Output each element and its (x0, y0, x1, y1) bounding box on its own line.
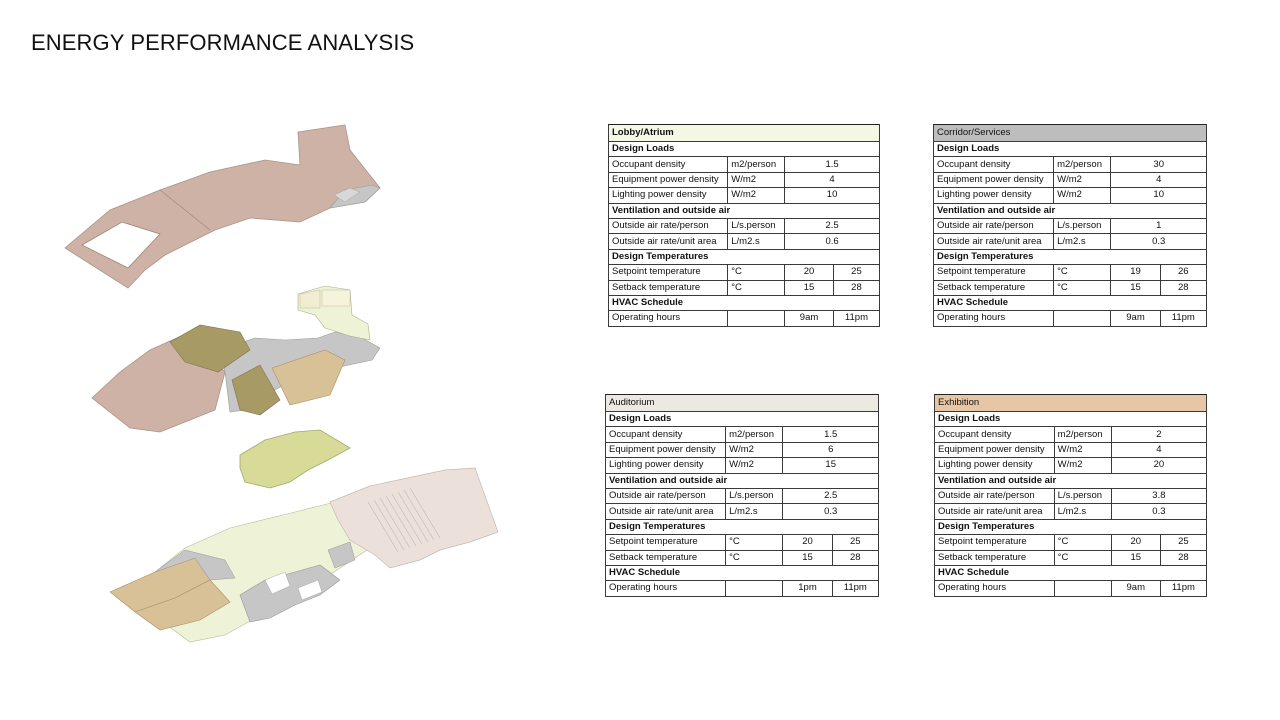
value-cell: 1pm (783, 581, 832, 596)
value-cell: 28 (1160, 280, 1206, 295)
value-cell: 20 (1111, 535, 1160, 550)
value-cell: 1 (1111, 218, 1207, 233)
value-cell: 4 (785, 172, 880, 187)
exhibition-table (934, 394, 1207, 597)
value-cell: 11pm (832, 581, 878, 596)
page-title: ENERGY PERFORMANCE ANALYSIS (31, 30, 415, 55)
unit-cell: °C (728, 280, 785, 295)
unit-cell: L/m2.s (1054, 234, 1111, 249)
value-cell: 2.5 (785, 218, 880, 233)
row-label: Equipment power density (935, 442, 1055, 457)
value-cell: 20 (783, 535, 832, 550)
value-cell: 10 (1111, 188, 1207, 203)
section-design-loads: Design Loads (606, 412, 879, 427)
section-hvac-schedule: HVAC Schedule (935, 565, 1207, 580)
row-label: Occupant density (935, 427, 1055, 442)
value-cell: 26 (1160, 265, 1206, 280)
row-label: Outside air rate/unit area (935, 504, 1055, 519)
section-hvac-schedule: HVAC Schedule (934, 295, 1207, 310)
unit-cell: m2/person (728, 157, 785, 172)
value-cell: 9am (1111, 311, 1160, 326)
zone-title: Exhibition (935, 395, 1207, 412)
section-ventilation: Ventilation and outside air (935, 473, 1207, 488)
unit-cell: m2/person (726, 427, 783, 442)
unit-cell: °C (728, 265, 785, 280)
value-cell: 19 (1111, 265, 1160, 280)
row-label: Outside air rate/unit area (609, 234, 728, 249)
section-ventilation: Ventilation and outside air (606, 473, 879, 488)
unit-cell: W/m2 (728, 172, 785, 187)
corridor-services-table (933, 124, 1207, 327)
value-cell: 28 (832, 550, 878, 565)
value-cell: 0.6 (785, 234, 880, 249)
value-cell: 9am (785, 311, 834, 326)
ground-floor-plan (110, 468, 498, 642)
value-cell: 28 (833, 280, 879, 295)
row-label: Outside air rate/unit area (934, 234, 1054, 249)
row-label: Setback temperature (935, 550, 1055, 565)
value-cell: 6 (783, 442, 879, 457)
row-label: Setpoint temperature (606, 535, 726, 550)
middle-floor-plan (92, 286, 380, 432)
row-label: Operating hours (935, 581, 1055, 596)
value-cell: 11pm (1160, 581, 1206, 596)
unit-cell: W/m2 (1054, 458, 1111, 473)
row-label: Setback temperature (609, 280, 728, 295)
value-cell: 15 (783, 458, 879, 473)
row-label: Operating hours (934, 311, 1054, 326)
value-cell: 25 (1160, 535, 1206, 550)
zone-title: Auditorium (606, 395, 879, 412)
row-label: Occupant density (606, 427, 726, 442)
unit-cell: °C (1054, 265, 1111, 280)
row-label: Setback temperature (606, 550, 726, 565)
row-label: Lighting power density (606, 458, 726, 473)
value-cell: 20 (1111, 458, 1206, 473)
unit-cell (1054, 581, 1111, 596)
unit-cell: °C (1054, 535, 1111, 550)
value-cell: 20 (785, 265, 834, 280)
value-cell: 28 (1160, 550, 1206, 565)
lobby-atrium-table (608, 124, 880, 327)
unit-cell: m2/person (1054, 427, 1111, 442)
value-cell: 11pm (833, 311, 879, 326)
value-cell: 3.8 (1111, 488, 1206, 503)
unit-cell: °C (1054, 280, 1111, 295)
unit-cell: W/m2 (726, 442, 783, 457)
unit-cell (728, 311, 785, 326)
unit-cell: °C (726, 535, 783, 550)
value-cell: 15 (785, 280, 834, 295)
unit-cell: L/s.person (1054, 488, 1111, 503)
row-label: Occupant density (609, 157, 728, 172)
value-cell: 1.5 (785, 157, 880, 172)
row-label: Setback temperature (934, 280, 1054, 295)
upper-floor-plan (65, 125, 380, 288)
unit-cell: W/m2 (1054, 442, 1111, 457)
unit-cell: W/m2 (728, 188, 785, 203)
row-label: Setpoint temperature (609, 265, 728, 280)
unit-cell: W/m2 (1054, 172, 1111, 187)
section-design-temperatures: Design Temperatures (606, 519, 879, 534)
row-label: Equipment power density (934, 172, 1054, 187)
zone-title: Corridor/Services (934, 125, 1207, 142)
row-label: Setpoint temperature (934, 265, 1054, 280)
row-label: Occupant density (934, 157, 1054, 172)
value-cell: 0.3 (1111, 504, 1206, 519)
value-cell: 2 (1111, 427, 1206, 442)
unit-cell: L/s.person (728, 218, 785, 233)
row-label: Setpoint temperature (935, 535, 1055, 550)
section-design-loads: Design Loads (934, 142, 1207, 157)
value-cell: 25 (832, 535, 878, 550)
mezzanine-plan (240, 430, 350, 488)
value-cell: 4 (1111, 442, 1206, 457)
unit-cell: W/m2 (726, 458, 783, 473)
section-design-temperatures: Design Temperatures (935, 519, 1207, 534)
value-cell: 0.3 (783, 504, 879, 519)
value-cell: 15 (783, 550, 832, 565)
row-label: Operating hours (606, 581, 726, 596)
section-design-loads: Design Loads (609, 142, 880, 157)
value-cell: 9am (1111, 581, 1160, 596)
row-label: Equipment power density (606, 442, 726, 457)
unit-cell: L/m2.s (726, 504, 783, 519)
value-cell: 4 (1111, 172, 1207, 187)
value-cell: 10 (785, 188, 880, 203)
unit-cell: °C (1054, 550, 1111, 565)
row-label: Outside air rate/person (934, 218, 1054, 233)
mezzanine-zone (240, 430, 350, 488)
row-label: Outside air rate/person (609, 218, 728, 233)
section-hvac-schedule: HVAC Schedule (609, 295, 880, 310)
unit-cell: L/s.person (1054, 218, 1111, 233)
value-cell: 15 (1111, 280, 1160, 295)
row-label: Lighting power density (935, 458, 1055, 473)
unit-cell (1054, 311, 1111, 326)
row-label: Lighting power density (934, 188, 1054, 203)
value-cell: 25 (833, 265, 879, 280)
zone-title: Lobby/Atrium (609, 125, 880, 142)
row-label: Outside air rate/person (606, 488, 726, 503)
unit-cell: L/m2.s (728, 234, 785, 249)
row-label: Lighting power density (609, 188, 728, 203)
section-design-temperatures: Design Temperatures (609, 249, 880, 264)
row-label: Equipment power density (609, 172, 728, 187)
row-label: Outside air rate/unit area (606, 504, 726, 519)
value-cell: 15 (1111, 550, 1160, 565)
floor-plan-drawing (50, 110, 520, 670)
value-cell: 1.5 (783, 427, 879, 442)
value-cell: 30 (1111, 157, 1207, 172)
row-label: Operating hours (609, 311, 728, 326)
unit-cell: W/m2 (1054, 188, 1111, 203)
section-ventilation: Ventilation and outside air (609, 203, 880, 218)
section-ventilation: Ventilation and outside air (934, 203, 1207, 218)
unit-cell: °C (726, 550, 783, 565)
section-design-loads: Design Loads (935, 412, 1207, 427)
auditorium-table (605, 394, 879, 597)
value-cell: 11pm (1160, 311, 1206, 326)
unit-cell: L/m2.s (1054, 504, 1111, 519)
unit-cell (726, 581, 783, 596)
unit-cell: L/s.person (726, 488, 783, 503)
unit-cell: m2/person (1054, 157, 1111, 172)
value-cell: 2.5 (783, 488, 879, 503)
row-label: Outside air rate/person (935, 488, 1055, 503)
section-hvac-schedule: HVAC Schedule (606, 565, 879, 580)
section-design-temperatures: Design Temperatures (934, 249, 1207, 264)
value-cell: 0.3 (1111, 234, 1207, 249)
